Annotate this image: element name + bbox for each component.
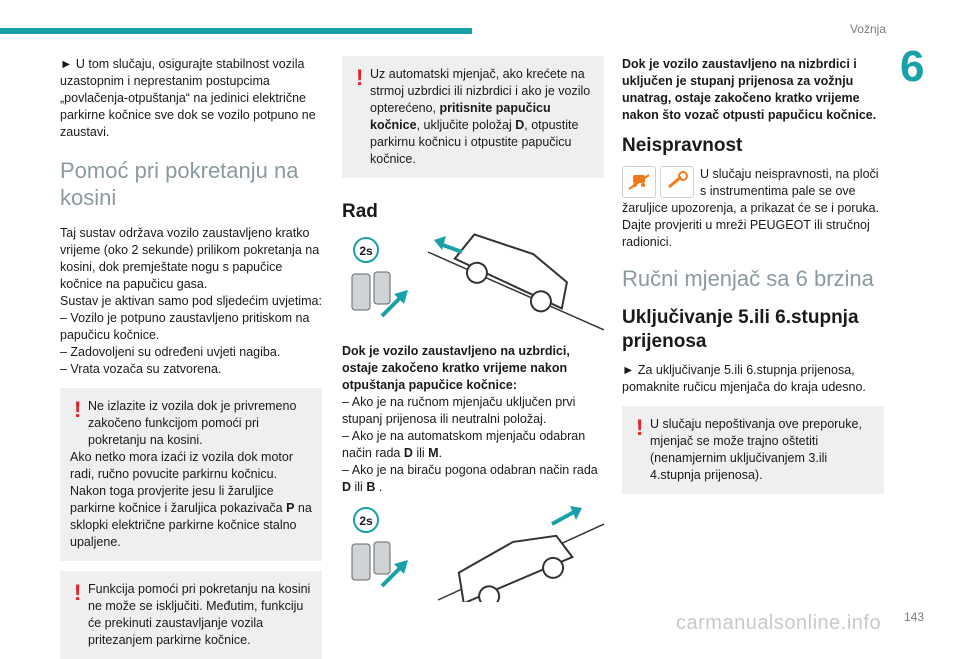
section-heading-hill-start: Pomoć pri pokretanju na kosini: [60, 158, 299, 210]
warning-exclamation-icon: !: [74, 580, 82, 605]
slope-warning-icon: [622, 166, 656, 198]
section-heading-engage-gear: Uključivanje 5.ili 6.stupnja prijenosa: [622, 307, 859, 352]
wrench-icon: [660, 166, 694, 198]
brake-pedal-icon: [352, 272, 408, 316]
column-2: [342, 56, 604, 613]
warning-lamps: [622, 166, 696, 200]
brake-pedal-icon: [352, 542, 408, 586]
condition-item: – Vrata vozača su zatvorena.: [60, 362, 222, 376]
warning-text: Funkcija pomoći pri pokretanju na kosini ne može se isključiti. Međutim, funkciju će prekinuti zaustavljanje vozila pritezanjem parkirne kočnice.: [88, 582, 311, 647]
warning-text: U slučaju nepoštivanja ove preporuke, mjenjač se može trajno oštetiti (nenamjernim uključivanjem 3.ili 4.stupnja prijenosa).: [650, 417, 862, 482]
malfunction-block: [622, 166, 884, 251]
warning-box: [342, 56, 604, 178]
warning-box: [60, 388, 322, 561]
condition-item: – Vozilo je potpuno zaustavljeno pritiskom na papučicu kočnice.: [60, 311, 310, 342]
hill-car-icon: [449, 522, 577, 602]
section-title: Vožnja: [849, 22, 886, 36]
uphill-item: – Ako je na biraču pogona odabran način rada D ili B .: [342, 463, 598, 494]
downhill-paragraph: Dok je vozilo zaustavljeno na nizbrdici i uključen je stupanj prijenosa za vožnju unatrag, ostaje zakočeno kratko vrijeme nakon što vozač otpusti papučicu kočnice.: [622, 57, 877, 122]
warning-exclamation-icon: !: [74, 397, 82, 422]
uphill-illustration: [342, 232, 604, 337]
warning-text: Uz automatski mjenjač, ako krećete na strmoj uzbrdici ili nizbrdici i ako je vozilo opterećeno, pritisnite papučicu kočnice, uključite položaj D, otpustite parkirnu kočnicu i otpustite papučicu kočnice.: [370, 67, 591, 166]
header-accent-bar: [0, 28, 472, 34]
warning-exclamation-icon: !: [636, 415, 644, 440]
uphill-title: Dok je vozilo zaustavljeno na uzbrdici, ostaje zakočeno kratko vrijeme nakon otpuštanja papučice kočnice:: [342, 344, 570, 392]
hill-start-description: Taj sustav održava vozilo zaustavljeno kratko vrijeme (oko 2 sekunde) prilikom pokretanja na kosini, dok premještate nogu s papučice kočnice na papučicu gasa.: [60, 226, 320, 291]
conditions-intro: Sustav je aktivan samo pod sljedećim uvjetima:: [60, 294, 322, 308]
warning-exclamation-icon: !: [356, 65, 364, 90]
column-1: [60, 56, 322, 659]
column-3: [622, 56, 884, 494]
page-number: 143: [903, 610, 924, 624]
uphill-item: – Ako je na automatskom mjenjaču odabran način rada D ili M.: [342, 429, 586, 460]
hill-car-icon: [449, 232, 577, 319]
warning-text: Ne izlazite iz vozila dok je privremeno zakočeno funkcijom pomoći pri pokretanju na kosini.: [88, 399, 297, 447]
uphill-item: – Ako je na ručnom mjenjaču uključen prvi stupanj prijenosa ili neutralni položaj.: [342, 395, 576, 426]
timer-badge: 2s: [359, 244, 373, 258]
section-heading-operation: Rad: [342, 201, 378, 222]
section-heading-manual-gearbox: Ručni mjenjač sa 6 brzina: [622, 266, 874, 291]
warning-box: [60, 571, 322, 659]
warning-box: [622, 406, 884, 494]
warning-text: Ako netko mora izaći iz vozila dok motor radi, ručno povucite parkirnu kočnicu. Nakon toga provjerite jesu li žaruljice parkirne kočnice i žaruljica pokazivača P na sklopki električne parkirne kočnice stalno upaljene.: [70, 450, 312, 549]
section-heading-malfunction: Neispravnost: [622, 135, 743, 156]
condition-item: – Zadovoljeni su određeni uvjeti nagiba.: [60, 345, 281, 359]
downhill-illustration: [342, 502, 604, 607]
watermark: carmanualsonline.info: [676, 612, 882, 634]
timer-badge: 2s: [359, 514, 373, 528]
chapter-number: 6: [900, 42, 925, 91]
malfunction-text: U slučaju neispravnosti, na ploči s instrumentima pale se ove žaruljice upozorenja, a prikazat će se i poruka. Dajte provjeriti u mreži PEUGEOT ili stručnoj radionici.: [622, 167, 880, 249]
engage-gear-text: ► Za uključivanje 5.ili 6.stupnja prijenosa, pomaknite ručicu mjenjača do kraja udesno.: [622, 363, 866, 394]
intro-paragraph: ► U tom slučaju, osigurajte stabilnost vozila uzastopnim i neprestanim postupcima „povlačenja-otpuštanja“ na jedinici električne parkirne kočnice sve dok se vozilo potpuno ne zaustavi.: [60, 57, 316, 139]
